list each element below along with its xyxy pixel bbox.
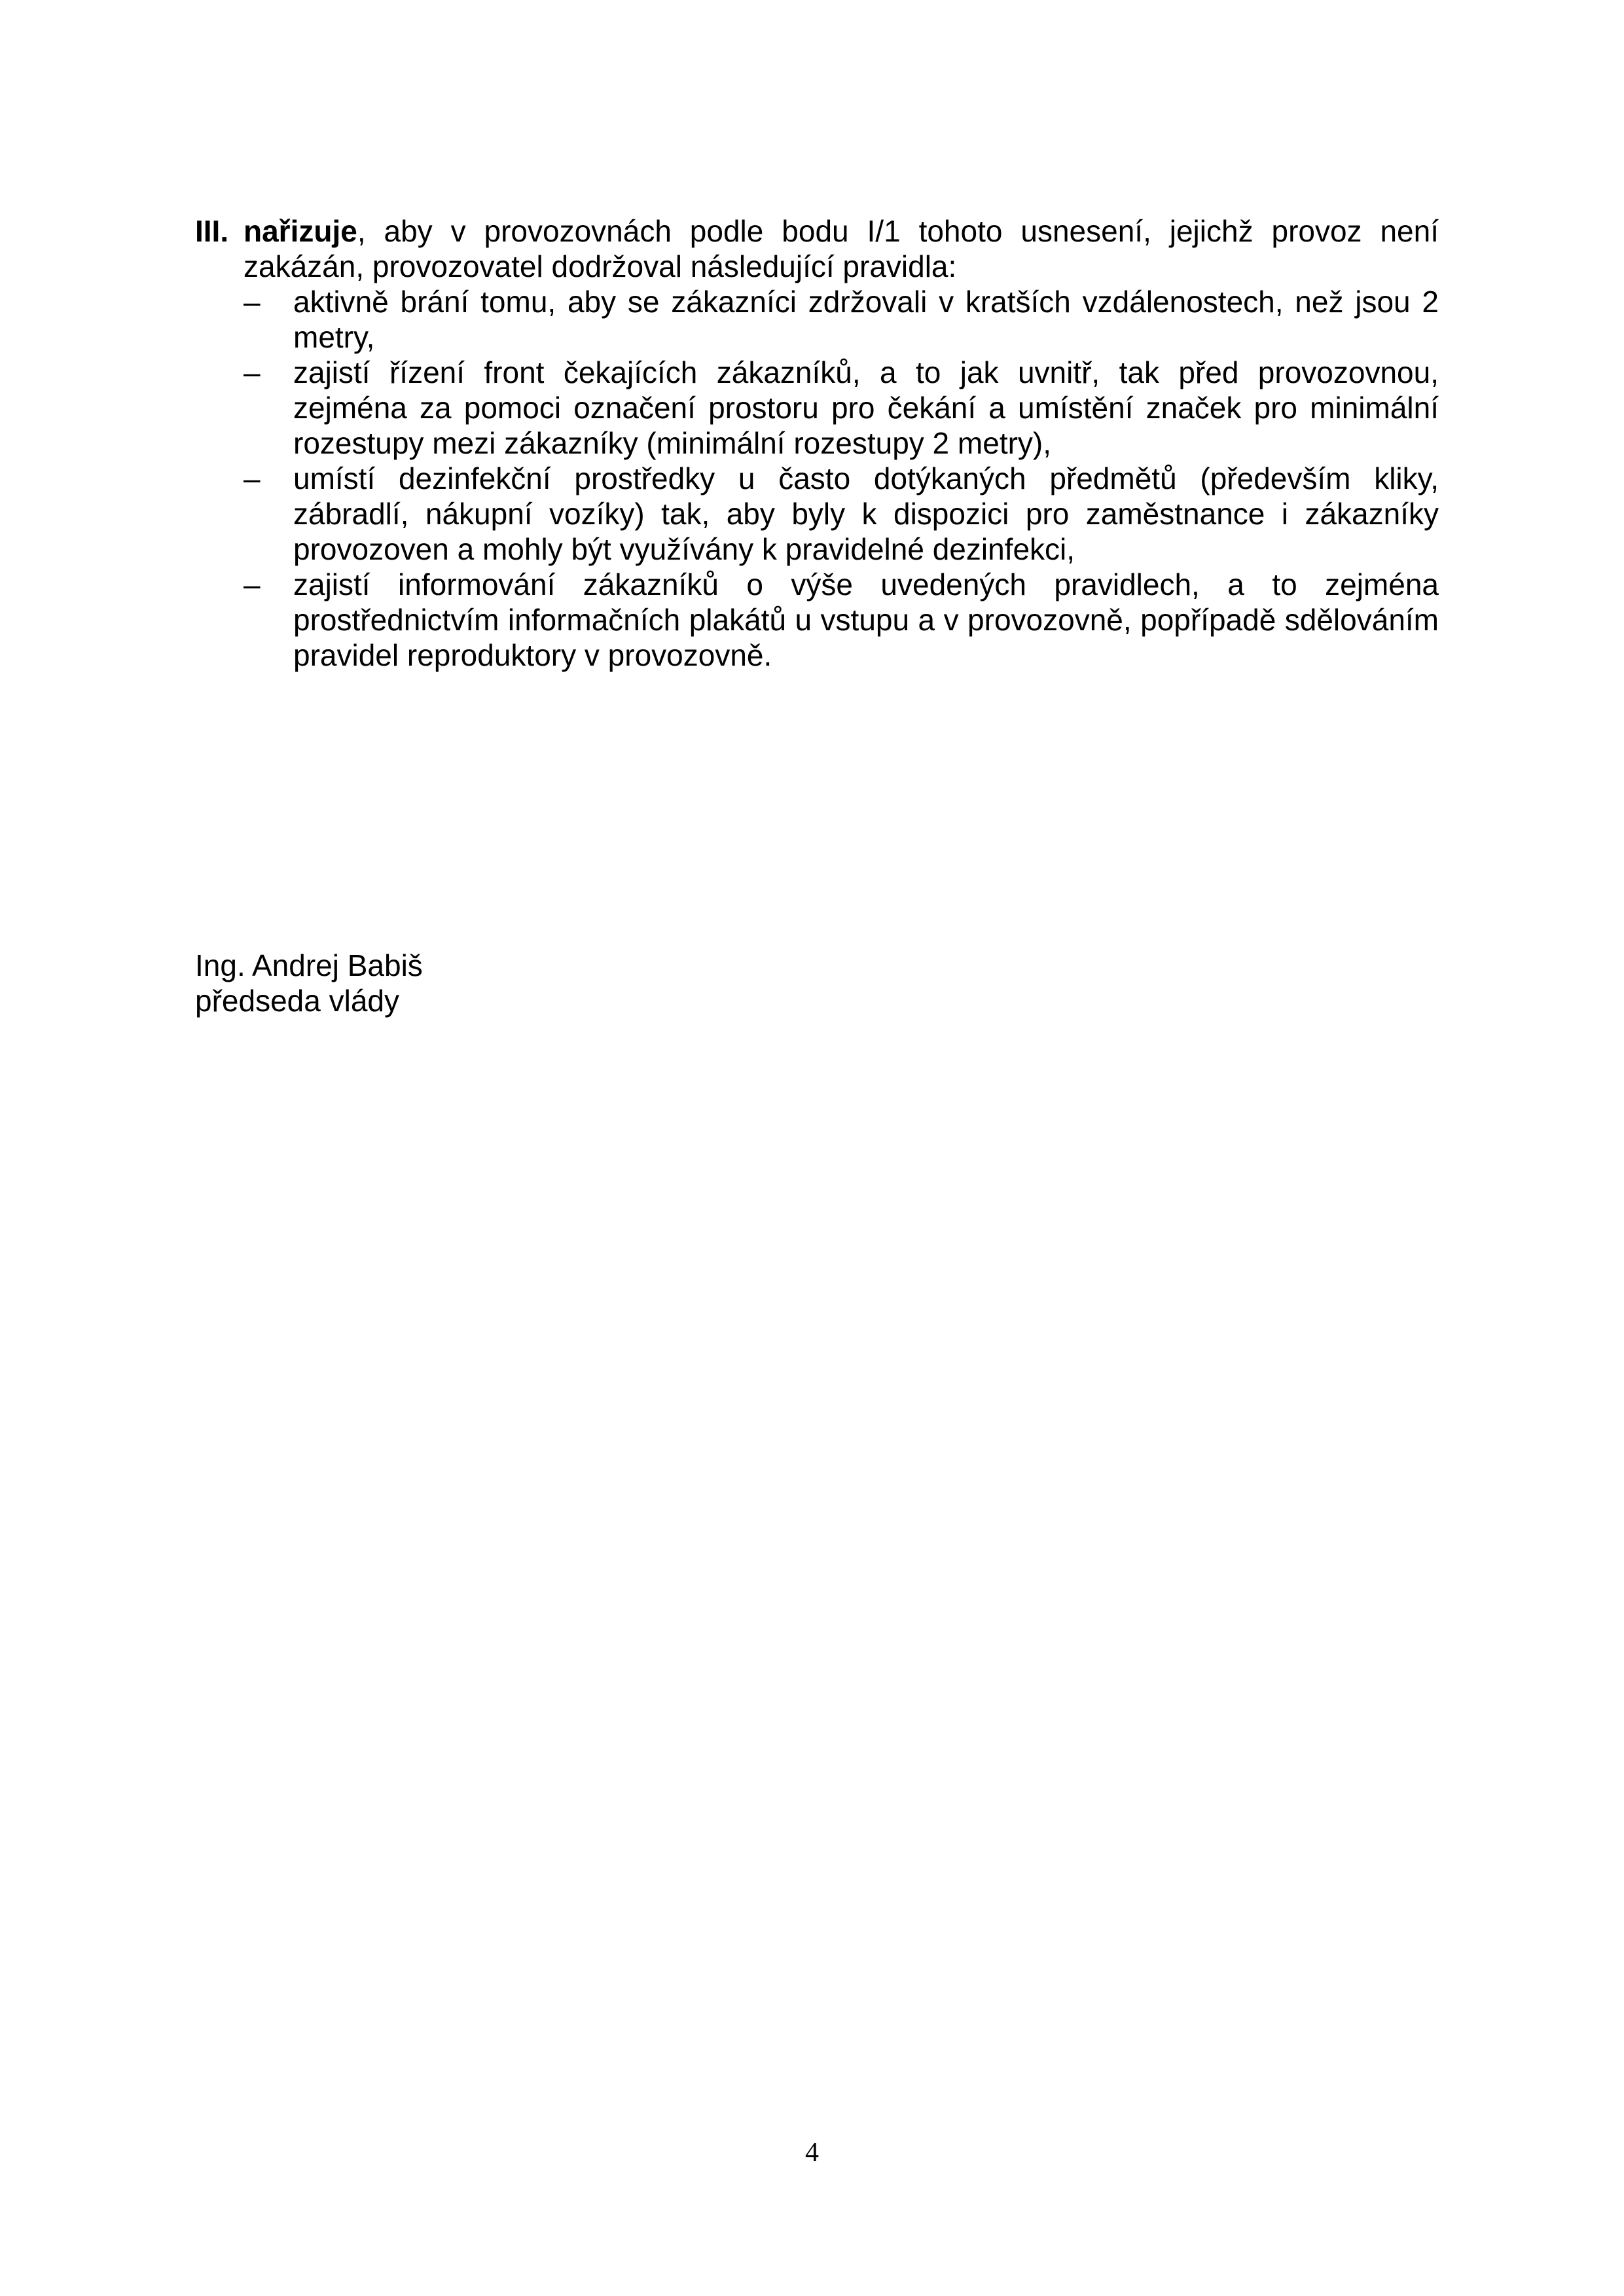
dash-bullet: –: [244, 461, 261, 495]
signatory-name: Ing. Andrej Babiš: [195, 948, 423, 982]
dash-bullet: –: [244, 285, 261, 319]
resolution-section-iii: [195, 213, 1439, 673]
signature-block: [195, 948, 423, 1018]
list-item: [195, 284, 1439, 355]
page-number: 4: [805, 2138, 819, 2168]
list-item-text: aktivně brání tomu, aby se zákazníci zdržovali v kratších vzdálenostech, než jsou 2 metry,: [293, 285, 1439, 354]
dash-bullet: –: [244, 567, 261, 601]
list-item-text: zajistí informování zákazníků o výše uvedených pravidlech, a to zejména prostřednictvím informačních plakátů u vstupu a v provozovně, popřípadě sdělováním pravidel reproduktory v provozovně.: [293, 567, 1439, 672]
list-item-text: umístí dezinfekční prostředky u často dotýkaných předmětů (především kliky, zábradlí, nákupní vozíky) tak, aby byly k dispozici pro zaměstnance i zákazníky provozoven a mohly být využívány k pravidelné dezinfekci,: [293, 461, 1439, 566]
section-numeral: III.: [195, 214, 229, 248]
list-item-text: zajistí řízení front čekajících zákazníků, a to jak uvnitř, tak před provozovnou, zejména za pomoci označení prostoru pro čekání a umístění značek pro minimální rozestupy mezi zákazníky (minimální rozestupy 2 metry),: [293, 355, 1439, 460]
dash-bullet: –: [244, 355, 261, 389]
list-item: [195, 567, 1439, 673]
section-verb: nařizuje: [244, 214, 357, 248]
rules-list: [195, 284, 1439, 673]
signatory-title: předseda vlády: [195, 984, 399, 1018]
section-intro: [195, 213, 1439, 284]
list-item: [195, 461, 1439, 567]
section-intro-text: , aby v provozovnách podle bodu I/1 tohoto usnesení, jejichž provoz není zakázán, provozovatel dodržoval následující pravidla:: [244, 214, 1439, 283]
list-item: [195, 355, 1439, 461]
